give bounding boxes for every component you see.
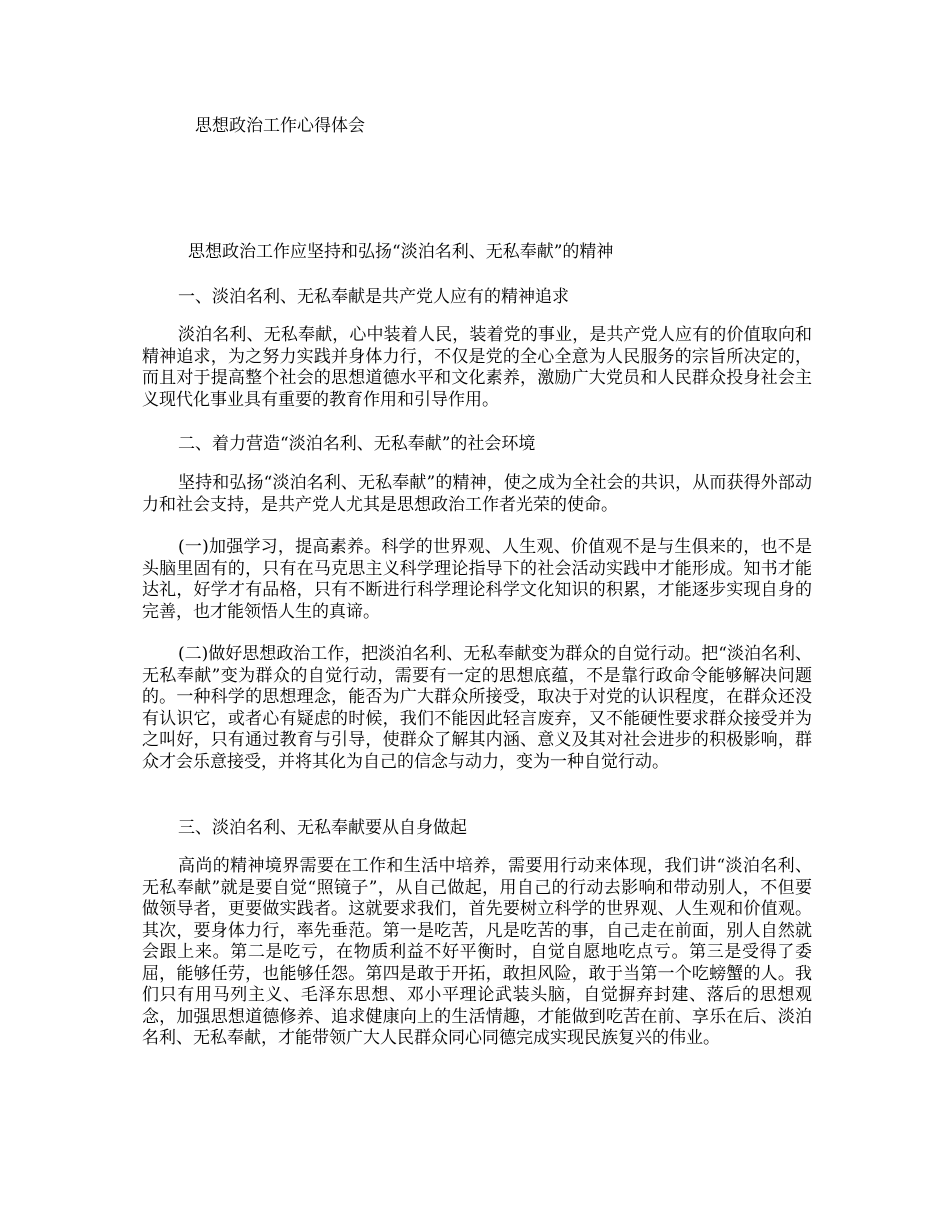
section-2-paragraph-3: (二)做好思想政治工作，把淡泊名利、无私奉献变为群众的自觉行动。把“淡泊名利、无私奉献”变为群众的自觉行动，需要有一定的思想底蕴，不是靠行政命令能够解决问题的。一种科学的思想理念，能否为广大群众所接受，取决于对党的认识程度，在群众还没有认识它，或者心有疑虑的时候，我们不能因此轻言废弃，又不能硬性要求群众接受并为之叫好，只有通过教育与引导，使群众了解其内涵、意义及其对社会进步的积极影响，群众才会乐意接受，并将其化为自己的信念与动力，变为一种自觉行动。 (142, 644, 812, 772)
section-1-heading: 一、淡泊名利、无私奉献是共产党人应有的精神追求 (178, 287, 569, 307)
section-2-paragraph-2: (一)加强学习，提高素养。科学的世界观、人生观、价值观不是与生俱来的，也不是头脑里固有的，只有在马克思主义科学理论指导下的社会活动实践中才能形成。知书才能达礼，好学才有品格，只有不断进行科学理论科学文化知识的积累，才能逐步实现自身的完善，也才能领悟人生的真谛。 (142, 537, 812, 622)
document-subtitle: 思想政治工作应坚持和弘扬“淡泊名利、无私奉献”的精神 (188, 242, 614, 262)
section-3-heading: 三、淡泊名利、无私奉献要从自身做起 (178, 818, 467, 838)
section-2-paragraph-1: 坚持和弘扬“淡泊名利、无私奉献”的精神，使之成为全社会的共识，从而获得外部动力和社会支持，是共产党人尤其是思想政治工作者光荣的使命。 (142, 473, 812, 515)
section-1-paragraph-1: 淡泊名利、无私奉献，心中装着人民，装着党的事业，是共产党人应有的价值取向和精神追求，为之努力实践并身体力行，不仅是党的全心全意为人民服务的宗旨所决定的，而且对于提高整个社会的思想道德水平和文化素养，激励广大党员和人民群众投身社会主义现代化事业具有重要的教育作用和引导作用。 (142, 325, 812, 410)
section-3-paragraph-1: 高尚的精神境界需要在工作和生活中培养，需要用行动来体现，我们讲“淡泊名利、无私奉献”就是要自觉“照镜子”，从自己做起，用自己的行动去影响和带动别人，不但要做领导者，更要做实践者。这就要求我们，首先要树立科学的世界观、人生观和价值观。其次，要身体力行，率先垂范。第一是吃苦，凡是吃苦的事，自己走在前面，别人自然就会跟上来。第二是吃亏，在物质利益不好平衡时，自觉自愿地吃点亏。第三是受得了委屈，能够任劳，也能够任怨。第四是敢于开拓，敢担风险，敢于当第一个吃螃蟹的人。我们只有用马列主义、毛泽东思想、邓小平理论武装头脑，自觉摒弃封建、落后的思想观念，加强思想道德修养、追求健康向上的生活情趣，才能做到吃苦在前、享乐在后、淡泊名利、无私奉献，才能带领广大人民群众同心同德完成实现民族复兴的伟业。 (142, 856, 812, 1048)
section-2-heading: 二、着力营造“淡泊名利、无私奉献”的社会环境 (178, 434, 536, 454)
document-title: 思想政治工作心得体会 (195, 116, 365, 136)
